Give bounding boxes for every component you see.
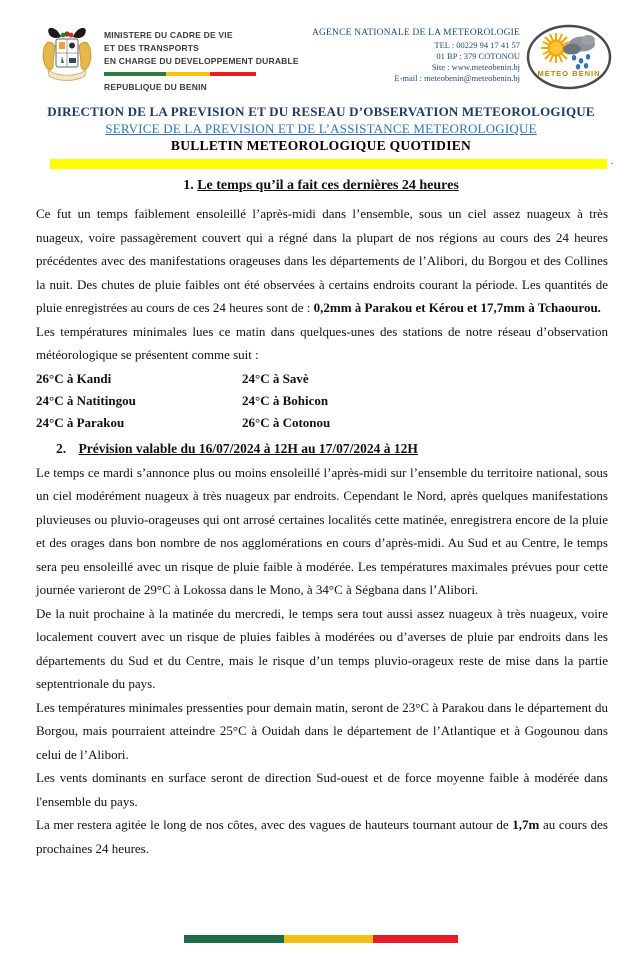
bulletin-title: BULLETIN METEOROLOGIQUE QUOTIDIEN	[170, 138, 472, 153]
flag-green-segment	[184, 935, 284, 943]
ministry-block	[104, 29, 299, 94]
temp-value: 26°C à Cotonou	[242, 414, 331, 430]
winds-paragraph: Les vents dominants en surface seront de direction Sud-ouest et de force moyenne faible à modérée dans l'ensemble du pays.	[36, 770, 608, 809]
temp-value: 24°C à Parakou	[36, 414, 125, 430]
wave-height-bold: 1,7m	[512, 817, 540, 832]
min-temp-intro-paragraph: Les températures minimales lues ce matin dans quelques-unes des stations de notre réseau d’observation météorologique se présentent comme suit :	[36, 323, 608, 362]
observations-text: Ce fut un temps faiblement ensoleillé l’après-midi dans l’ensemble, sous un ciel assez nuageux à très nuageux, voire passagèrement couvert qui a régné dans la plupart de nos régions au cours des 24 heures précédentes avec des manifestations orageuses dans les départements de l’Alibori, du Borgou et des Collines la nuit. Des chutes de pluie faibles ont été observées à certains endroits courant la période. Les quantités de pluie enregistrées au cours de ces 24 heures sont de :	[36, 206, 608, 315]
temp-value: 24°C à Savè	[242, 370, 309, 386]
temp-value: 24°C à Natitingou	[36, 392, 136, 408]
ministry-line-1: MINISTERE DU CADRE DE VIE	[104, 30, 233, 40]
yellow-highlight-row	[50, 156, 613, 169]
temp-row	[36, 368, 608, 390]
stray-dot: .	[610, 156, 613, 166]
section1-heading	[0, 176, 642, 196]
flag-green-segment	[104, 72, 166, 76]
section2-heading	[56, 438, 608, 459]
flag-red-segment	[373, 935, 458, 943]
forecast-night-paragraph: De la nuit prochaine à la matinée du mercredi, le temps sera tout aussi assez nuageux à très nuageux, voire localement couvert avec un risque de pluies faibles à modérées ou d’averses de pluie par endroits dans les départements du Sud et du Centre, mais le risque d’un temps pluvio-orageux reste de mise dans la partie septentrionale du pays.	[36, 605, 608, 691]
temp-value: 26°C à Kandi	[36, 370, 112, 386]
section2-title: Prévision valable du 16/07/2024 à 12H au 17/07/2024 à 12H	[78, 440, 418, 456]
bulletin-body	[36, 202, 608, 860]
direction-title: DIRECTION DE LA PREVISION ET DU RESEAU D’OBSERVATION METEOROLOGIQUE	[47, 104, 595, 119]
flag-yellow-segment	[284, 935, 373, 943]
temp-row	[36, 390, 608, 412]
section1-number: 1.	[183, 178, 194, 193]
observations-paragraph	[36, 202, 608, 320]
bulletin-page	[0, 22, 642, 968]
agency-name: AGENCE NATIONALE DE LA METEOROLOGIE	[311, 28, 520, 38]
yellow-highlight-bar	[50, 159, 607, 169]
sea-state-paragraph	[36, 813, 608, 860]
section1-title: Le temps qu’il a fait ces dernières 24 heures	[197, 178, 459, 193]
sea-state-text: La mer restera agitée le long de nos côtes, avec des vagues de hauteurs tournant autour de	[36, 817, 513, 832]
agency-email: E-mail : meteobenin@meteobenin.bj	[394, 73, 520, 83]
meteo-benin-logo	[526, 24, 612, 90]
rain-amounts-bold: 0,2mm à Parakou et Kérou et 17,7mm à Tchaourou.	[313, 300, 601, 315]
temp-value: 24°C à Bohicon	[242, 392, 329, 408]
footer-benin-flag-bar	[184, 935, 458, 943]
section2-number: 2.	[56, 440, 67, 456]
republic-label: REPUBLIQUE DU BENIN	[104, 82, 207, 92]
agency-bp: 01 BP : 379 COTONOU	[436, 51, 520, 61]
agency-tel: TEL : 00229 94 17 41 57	[434, 40, 520, 50]
ministry-line-2: ET DES TRANSPORTS	[104, 43, 200, 53]
temp-row	[36, 412, 608, 434]
meteo-benin-logo-label: METEO BENIN	[537, 69, 601, 78]
service-title: SERVICE DE LA PREVISION ET DE L’ASSISTANCE METEOROLOGIQUE	[105, 121, 537, 136]
flag-yellow-segment	[166, 72, 210, 76]
agency-block	[312, 28, 520, 84]
benin-coat-of-arms-icon	[40, 22, 94, 86]
sea-state-text-end: au cours des prochaines 24 heures.	[36, 817, 608, 856]
forecast-day-paragraph: Le temps ce mardi s’annonce plus ou moins ensoleillé l’après-midi sur l’ensemble du territoire national, sous un ciel modérément nuageux à très nuageux par endroits. Cependant le Nord, après quelques manifestations pluvieuses ou pluvio-orageuses qui ont arrosé certaines localités cette matinée, enregistrera encore de la pluie et des orages dans bon nombre de nos agglomérations en cours d’après-midi. Au Sud et au Centre, le temps sera peu ensoleillé avec un risque de pluie faible à modérée. Les températures maximales prévues pour cette journée varieront de 29°C à Lokossa dans le Mono, à 34°C à Ségbana dans l’Alibori.	[36, 464, 608, 597]
flag-red-segment	[210, 72, 256, 76]
min-temperature-list	[36, 368, 608, 434]
ministry-line-3: EN CHARGE DU DEVELOPPEMENT DURABLE	[104, 56, 299, 66]
agency-site: Site : www.meteobenin.bj	[431, 62, 520, 72]
benin-flag-divider	[104, 72, 256, 76]
forecast-min-temp-paragraph: Les températures minimales pressenties pour demain matin, seront de 23°C à Parakou dans le département du Borgou, mais pourraient atteindre 25°C à Ouidah dans le département de l’Atlantique et à Gogounou dans celui de l’Alibori.	[36, 699, 608, 762]
document-header	[38, 22, 612, 98]
